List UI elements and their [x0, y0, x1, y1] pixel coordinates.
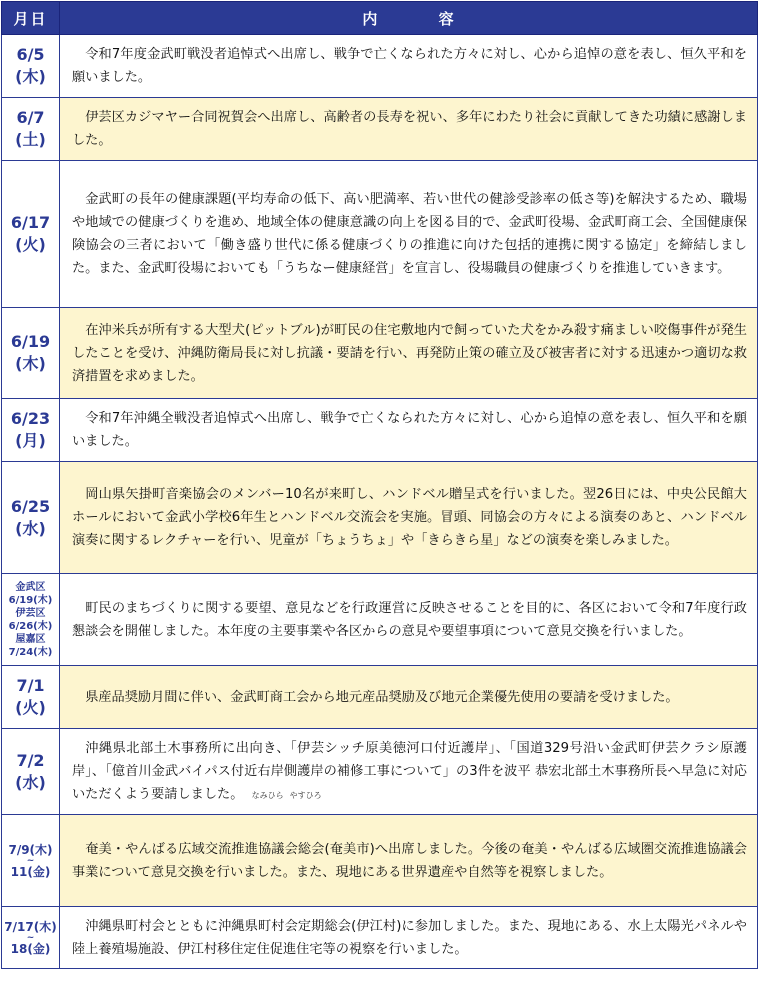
content-cell: 岡山県矢掛町音楽協会のメンバー10名が来町し、ハンドベル贈呈式を行いました。翌26日には、中央公民館大ホールにおいて金武小学校6年生とハンドベル交流会を実施。冒頭、同協会の方々による演奏のあと、ハンドベル演奏に関するレクチャーを行い、児童が「ちょうちょ」や「きらきら星」などの演奏を楽しみました。 — [60, 462, 758, 574]
schedule-table — [1, 1, 758, 969]
date-cell: 6/19 (木) — [2, 308, 60, 399]
table-row — [2, 574, 758, 666]
content-cell: 令和7年度金武町戦没者追悼式へ出席し、戦争で亡くなられた方々に対し、心から追悼の意を表し、恒久平和を願いました。 — [60, 35, 758, 98]
table-row — [2, 399, 758, 462]
table-row — [2, 98, 758, 161]
table-header-row — [2, 2, 758, 35]
content-text: 沖縄県北部土木事務所に出向き、「伊芸シッチ原美徳河口付近護岸」、「国道329号沿い金武町伊芸クラシ原護岸」、「億首川金武バイパス付近右岸側護岸の補修工事について」の3件を波平 恭宏北部土木事務所長へ早急に対応いただくよう要請しました。 — [72, 740, 747, 802]
date-cell: 6/17 (火) — [2, 161, 60, 308]
content-cell: 奄美・やんばる広域交流推進協議会総会(奄美市)へ出席しました。今後の奄美・やんばる広域圏交流推進協議会事業について意見交換を行いました。また、現地にある世界遺産や自然等を視察しました。 — [60, 815, 758, 907]
date-cell-range: 7/17(木) ~ 18(金) — [2, 907, 60, 969]
schedule-sheet — [0, 1, 760, 993]
content-cell: 伊芸区カジマヤー合同祝賀会へ出席し、高齢者の長寿を祝い、多年にわたり社会に貢献してきた功績に感謝しました。 — [60, 98, 758, 161]
date-cell: 7/1 (火) — [2, 666, 60, 729]
content-column-header: 内 容 — [60, 2, 758, 35]
table-row — [2, 666, 758, 729]
content-cell: 在沖米兵が所有する大型犬(ピットブル)が町民の住宅敷地内で飼っていた犬をかみ殺す痛ましい咬傷事件が発生したことを受け、沖縄防衛局長に対し抗議・要請を行い、再発防止策の確立及び被害者に対する迅速かつ適切な救済措置を求めました。 — [60, 308, 758, 399]
content-cell: 令和7年沖縄全戦没者追悼式へ出席し、戦争で亡くなられた方々に対し、心から追悼の意を表し、恒久平和を願いました。 — [60, 399, 758, 462]
table-row — [2, 729, 758, 815]
table-row — [2, 462, 758, 574]
table-row — [2, 815, 758, 907]
date-cell: 6/7 (土) — [2, 98, 60, 161]
date-cell: 6/25 (水) — [2, 462, 60, 574]
date-cell-range: 7/9(木) ~ 11(金) — [2, 815, 60, 907]
table-row — [2, 308, 758, 399]
date-cell: 7/2 (水) — [2, 729, 60, 815]
table-row — [2, 161, 758, 308]
date-cell: 6/5 (木) — [2, 35, 60, 98]
content-cell: 県産品奨励月間に伴い、金武町商工会から地元産品奨励及び地元企業優先使用の要請を受けました。 — [60, 666, 758, 729]
content-cell: 町民のまちづくりに関する要望、意見などを行政運営に反映させることを目的に、各区において令和7年度行政懇談会を開催しました。本年度の主要事業や各区からの意見や要望事項について意見交換を行いました。 — [60, 574, 758, 666]
date-cell-multi: 金武区 6/19(木) 伊芸区 6/26(木) 屋嘉区 7/24(木) — [2, 574, 60, 666]
table-row — [2, 907, 758, 969]
ruby-reading: なみひら やすひろ — [251, 790, 322, 800]
content-cell — [60, 729, 758, 815]
date-cell: 6/23 (月) — [2, 399, 60, 462]
date-column-header: 月日 — [2, 2, 60, 35]
content-cell: 沖縄県町村会とともに沖縄県町村会定期総会(伊江村)に参加しました。また、現地にある、水上太陽光パネルや陸上養殖場施設、伊江村移住定住促進住宅等の視察を行いました。 — [60, 907, 758, 969]
content-cell: 金武町の長年の健康課題(平均寿命の低下、高い肥満率、若い世代の健診受診率の低さ等)を解決するため、職場や地域での健康づくりを進め、地域全体の健康意識の向上を図る目的で、金武町役場、金武町商工会、全国健康保険協会の三者において「働き盛り世代に係る健康づくりの推進に向けた包括的連携に関する協定」を締結しました。また、金武町役場においても「うちなー健康経営」を宣言し、役場職員の健康づくりを推進していきます。 — [60, 161, 758, 308]
table-row — [2, 35, 758, 98]
